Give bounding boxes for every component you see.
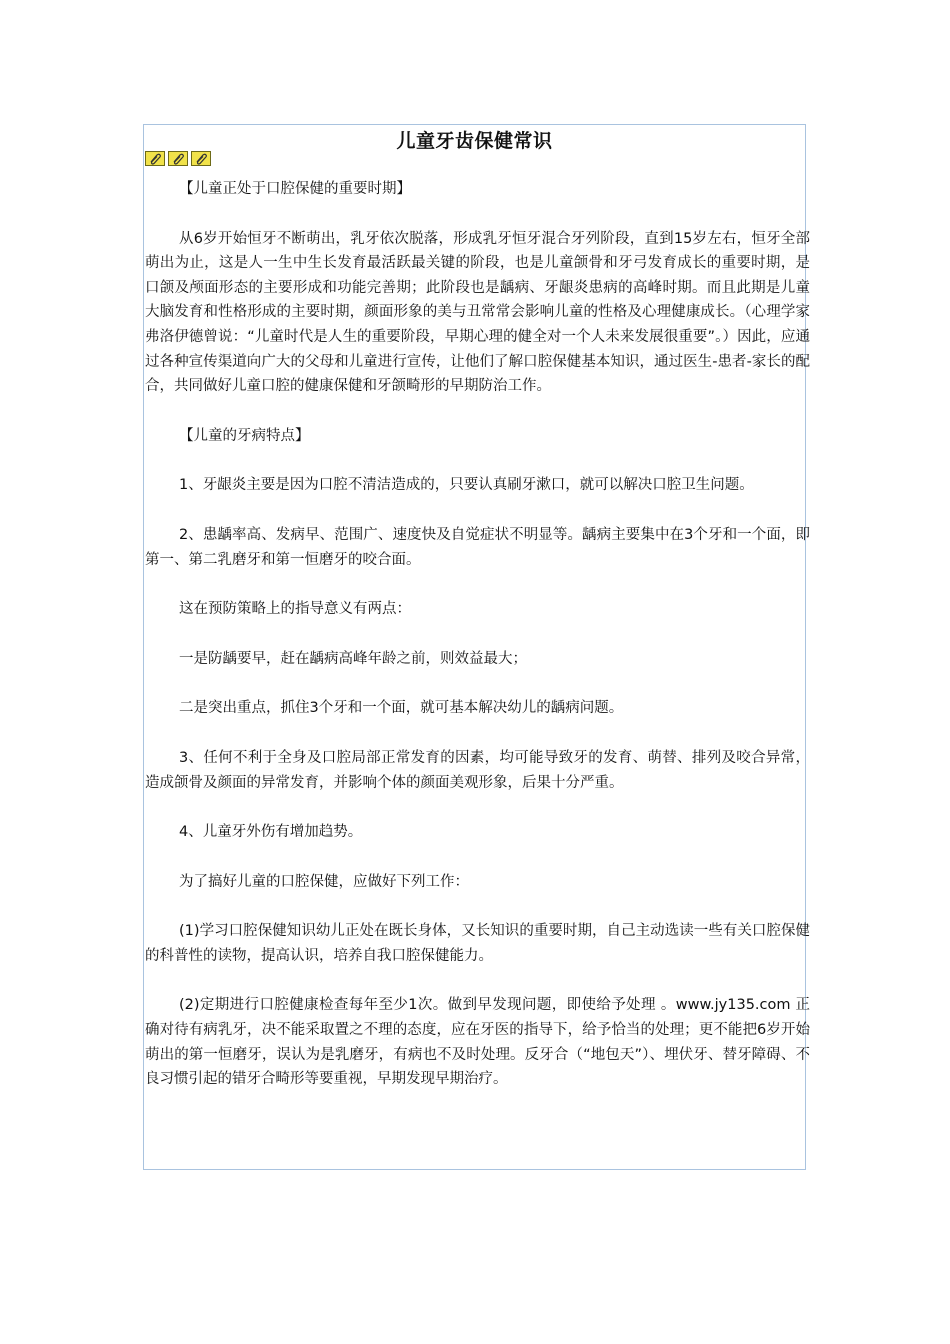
article-body xyxy=(145,177,810,1117)
article-frame xyxy=(143,124,810,1170)
paragraph: 3、任何不利于全身及口腔局部正常发育的因素，均可能导致牙的发育、萌替、排列及咬合异常，造成颌骨及颜面的异常发育，并影响个体的颜面美观形象，后果十分严重。 xyxy=(145,749,810,791)
paragraph: 从6岁开始恒牙不断萌出，乳牙依次脱落，形成乳牙恒牙混合牙列阶段，直到15岁左右，恒牙全部萌出为止，这是人一生中生长发育最活跃最关键的阶段，也是儿童颌骨和牙弓发育成长的重要时期，是口颌及颅面形态的主要形成和功能完善期；此阶段也是龋病、牙龈炎患病的高峰时期。而且此期是儿童大脑发育和性格形成的主要时期，颜面形象的美与丑常常会影响儿童的性格及心理健康成长。（心理学家弗洛伊德曾说：“儿童时代是人生的重要阶段，早期心理的健全对一个人未来发展很重要”。）因此，应通过各种宣传渠道向广大的父母和儿童进行宣传，让他们了解口腔保健基本知识，通过医生-患者-家长的配合，共同做好儿童口腔的健康保健和牙颌畸形的早期防治工作。 xyxy=(145,230,810,395)
paragraph: (2)定期进行口腔健康检查每年至少1次。做到早发现问题，即使给予处理 。www.jy135.com 正确对待有病乳牙，决不能采取置之不理的态度，应在牙医的指导下，给予恰当的处理；更不能把6岁开始萌出的第一恒磨牙，误认为是乳磨牙，有病也不及时处理。反牙合（“地包天”）、埋伏牙、替牙障碍、不良习惯引起的错牙合畸形等要重视，早期发现早期治疗。 xyxy=(145,997,810,1088)
paragraph: 1、牙龈炎主要是因为口腔不清洁造成的，只要认真刷牙漱口，就可以解决口腔卫生问题。 xyxy=(179,477,754,494)
paragraph: 2、患龋率高、发病早、范围广、速度快及自觉症状不明显等。龋病主要集中在3个牙和一个面，即第一、第二乳磨牙和第一恒磨牙的咬合面。 xyxy=(145,526,810,568)
paragraph: 4、儿童牙外伤有增加趋势。 xyxy=(179,824,363,841)
paperclip-icon xyxy=(145,151,165,166)
section-heading: 【儿童的牙病特点】 xyxy=(179,427,310,444)
paperclip-icon xyxy=(168,151,188,166)
paragraph: 一是防龋要早，赶在龋病高峰年龄之前，则效益最大； xyxy=(179,650,527,667)
paragraph: 为了搞好儿童的口腔保健，应做好下列工作： xyxy=(179,873,469,890)
paragraph: (1)学习口腔保健知识幼儿正处在既长身体，又长知识的重要时期，自己主动选读一些有关口腔保健的科普性的读物，提高认识，培养自我口腔保健能力。 xyxy=(145,923,810,964)
paragraph: 二是突出重点，抓住3个牙和一个面，就可基本解决幼儿的龋病问题。 xyxy=(179,700,624,717)
icon-row xyxy=(145,151,214,168)
page-title: 儿童牙齿保健常识 xyxy=(396,130,553,152)
section-heading: 【儿童正处于口腔保健的重要时期】 xyxy=(179,181,411,197)
paperclip-icon xyxy=(191,151,211,166)
paragraph: 这在预防策略上的指导意义有两点： xyxy=(179,601,411,618)
